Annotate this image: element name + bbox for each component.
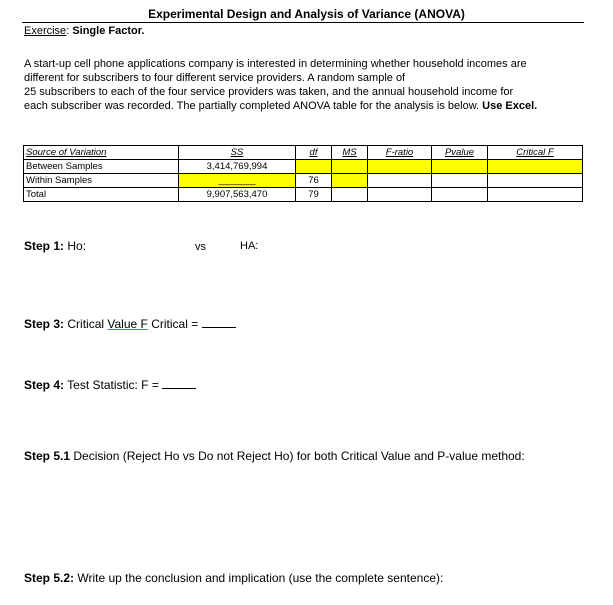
critical-value-link[interactable]: Value F [107,317,148,331]
header-f-ratio: F-ratio [368,146,432,160]
cell-ss: 9,907,563,470 [179,188,296,202]
step-3-critical-eq: Critical = [151,317,199,331]
cell-ms [332,188,368,202]
cell-df[interactable] [296,160,332,174]
step-label: Step 5.1 [24,449,71,463]
cell-source: Between Samples [24,160,179,174]
cell-df: 79 [296,188,332,202]
critical-value-blank[interactable] [202,327,236,328]
cell-critical-f[interactable] [488,160,583,174]
cell-pvalue [432,188,488,202]
cell-f-ratio[interactable] [368,160,432,174]
vs-label: vs [195,241,206,253]
header-ss: SS [179,146,296,160]
null-hypothesis-label: Ho: [67,239,87,253]
step-5-2-text: Write up the conclusion and implication (use the complete sentence): [77,571,444,585]
step-label: Step 5.2: [24,571,75,585]
alt-hypothesis-label: HA: [240,240,259,252]
step-3 [24,317,236,331]
anova-table [23,145,583,202]
header-ms: MS [332,146,368,160]
cell-critical-f [488,174,583,188]
cell-pvalue[interactable] [432,160,488,174]
exercise-label: Exercise [24,25,67,37]
cell-df: 76 [296,174,332,188]
exercise-heading [24,25,144,37]
step-1 [24,239,86,253]
cell-critical-f [488,188,583,202]
step-5-1-text: Decision (Reject Ho vs Do not Reject Ho) for both Critical Value and P-value method: [73,449,525,463]
problem-line-text: each subscriber was recorded. The partially completed ANOVA table for the analysis is below. [24,100,480,112]
step-label: Step 4: [24,378,65,392]
cell-ss: 3,414,769,994 [179,160,296,174]
problem-line: A start-up cell phone applications company is interested in determining whether household incomes are [24,58,527,70]
problem-line: different for subscribers to four different service providers. A random sample of [24,72,406,84]
table-row [24,160,583,174]
step-label: Step 3: [24,317,65,331]
step-5-2 [24,571,443,585]
title-divider [22,22,584,23]
cell-source: Total [24,188,179,202]
problem-instruction: Use Excel. [482,100,538,112]
step-5-1 [24,449,525,463]
cell-source: Within Samples [24,174,179,188]
cell-ss[interactable]: _______ [179,174,296,188]
page-title: Experimental Design and Analysis of Variance (ANOVA) [148,7,465,21]
header-pvalue: Pvalue [432,146,488,160]
problem-line: 25 subscribers to each of the four service providers was taken, and the annual household income for [24,86,514,98]
problem-statement [24,57,590,113]
test-statistic-blank[interactable] [162,388,196,389]
header-critical-f: Critical F [488,146,583,160]
cell-ms[interactable] [332,174,368,188]
table-row [24,188,583,202]
header-source: Source of Variation [24,146,179,160]
cell-f-ratio [368,174,432,188]
table-row [24,174,583,188]
exercise-type: Single Factor. [72,25,145,37]
cell-ms[interactable] [332,160,368,174]
step-4-text: Test Statistic: F = [67,378,159,392]
cell-pvalue [432,174,488,188]
step-4 [24,378,196,392]
problem-line [24,99,590,113]
exercise-separator: : [66,25,73,37]
table-header-row [24,146,583,160]
step-label: Step 1: [24,239,65,253]
cell-f-ratio [368,188,432,202]
step-3-critical-text: Critical [67,317,105,331]
header-df: df [296,146,332,160]
